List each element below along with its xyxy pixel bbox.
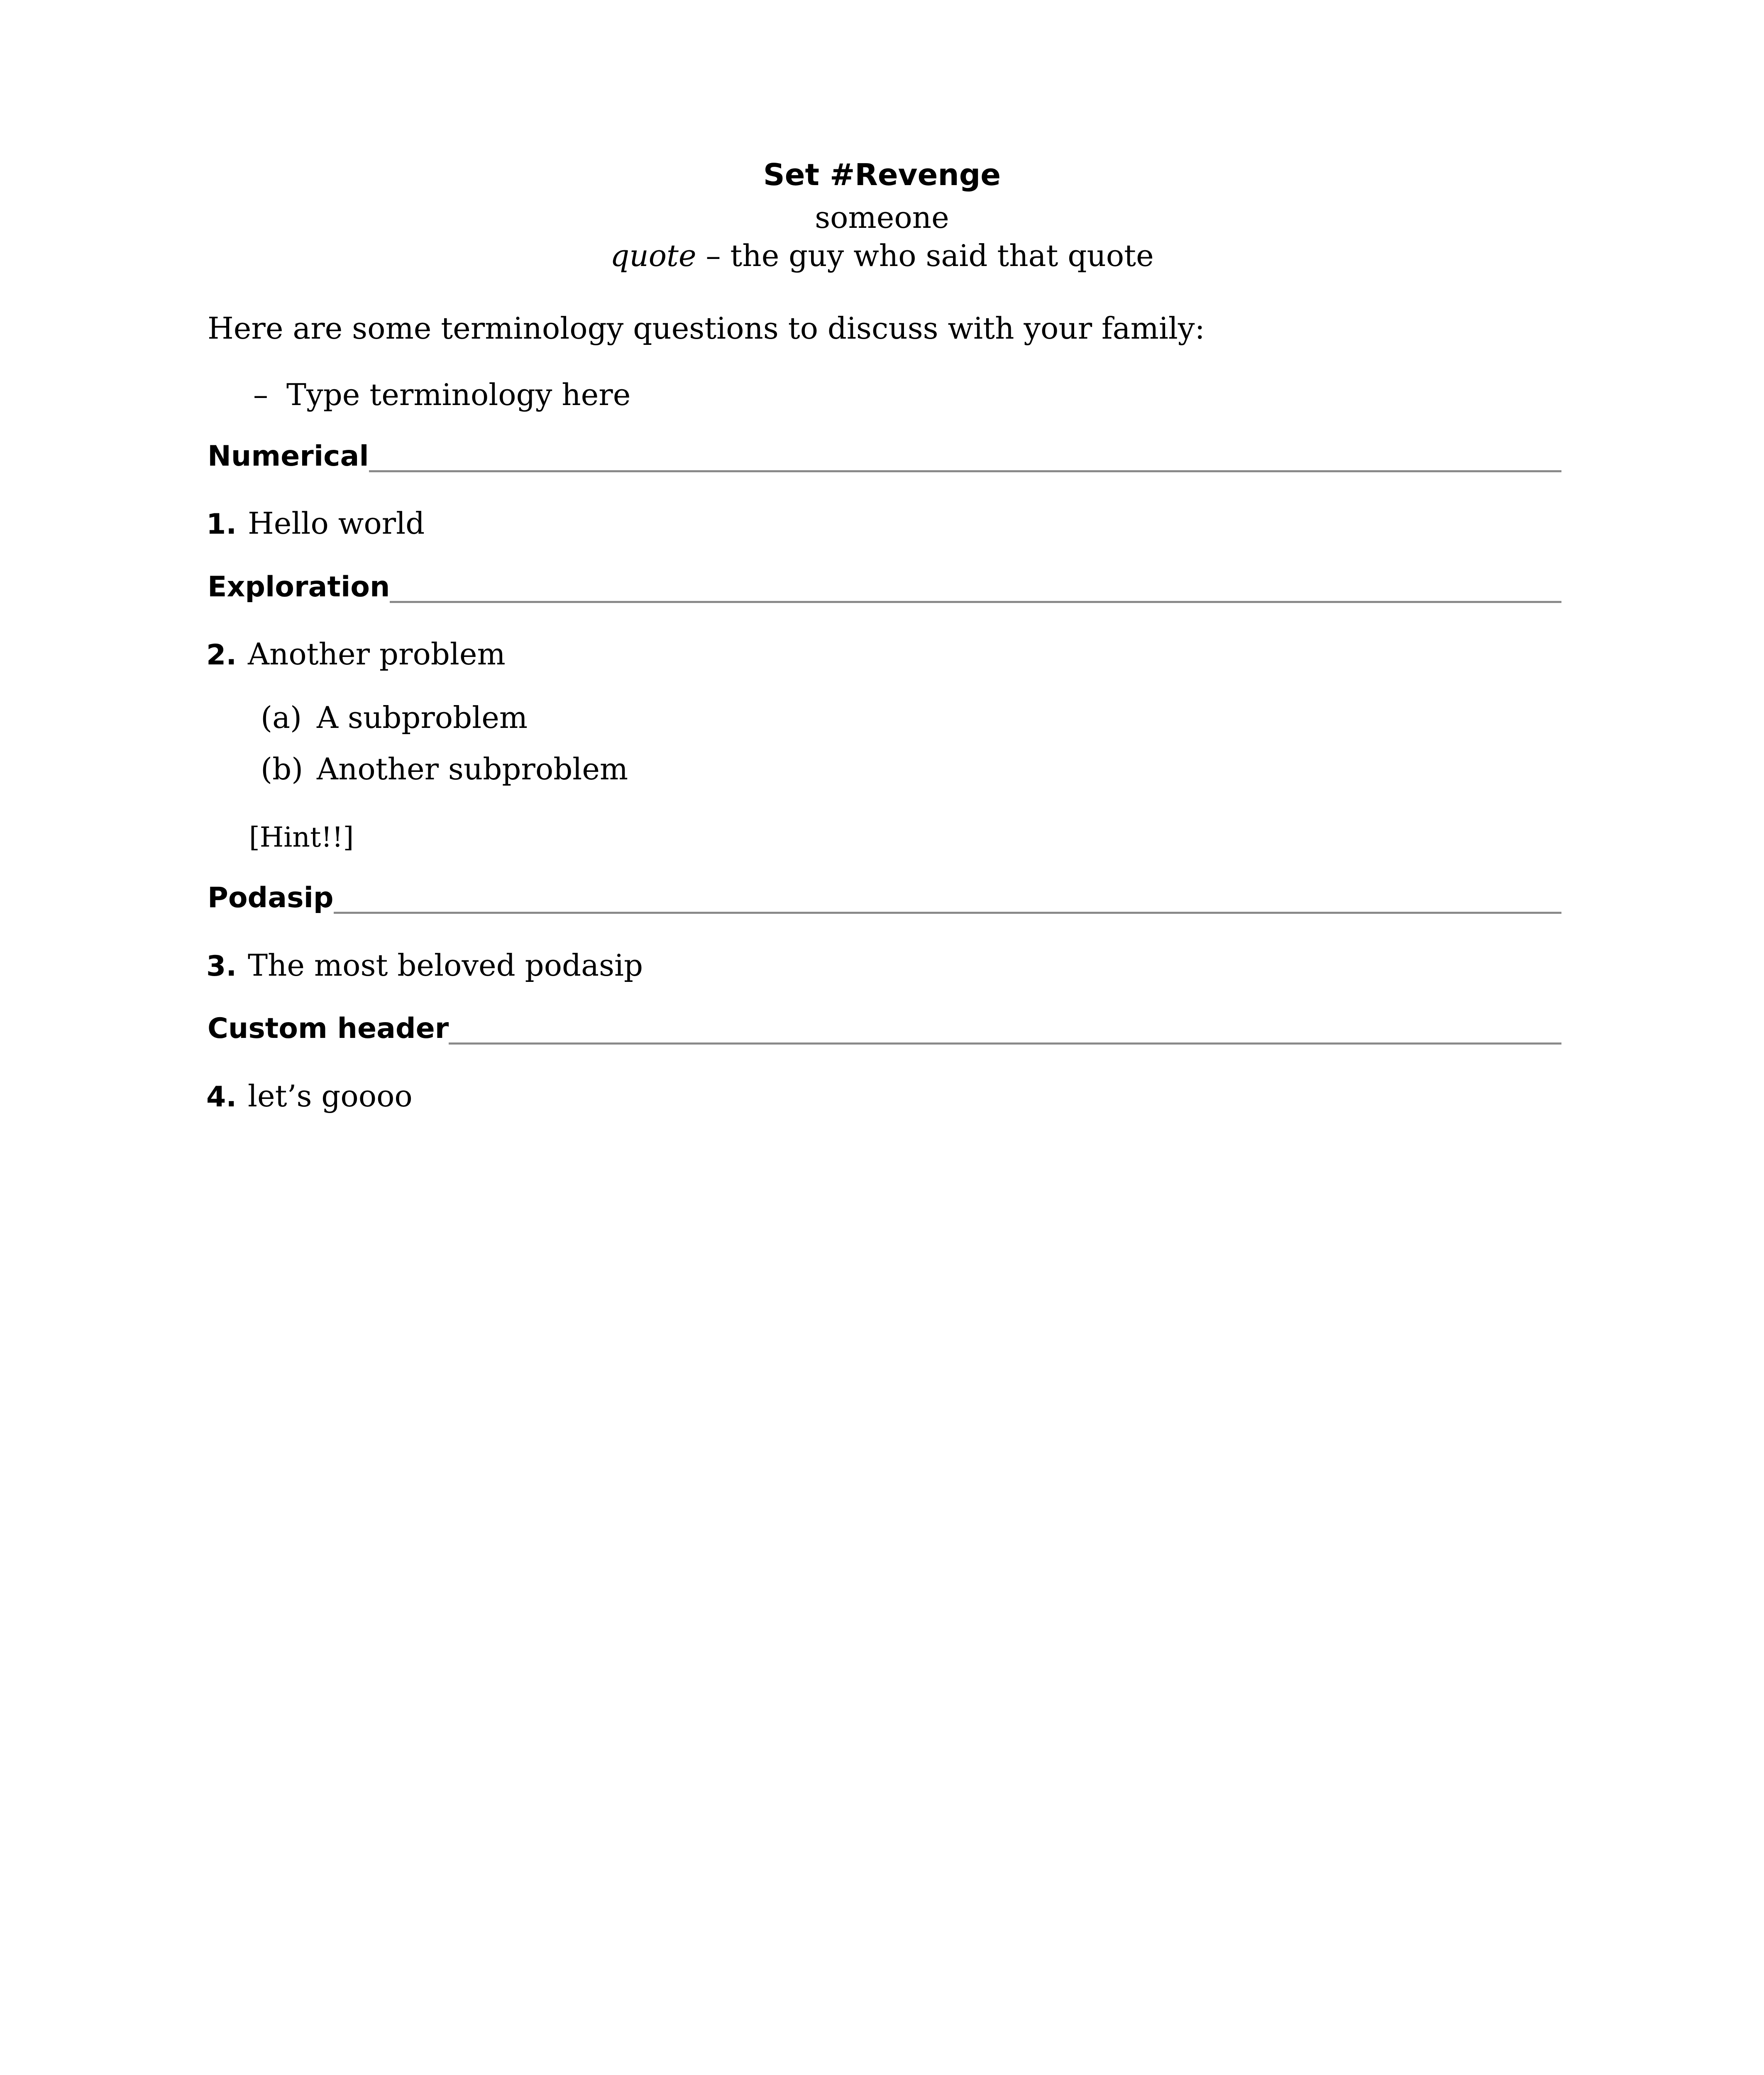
- terminology-item: [253, 377, 631, 412]
- problem-text: The most beloved podasip: [248, 948, 643, 983]
- subproblem-label: (b): [261, 752, 303, 786]
- problem-number: 1.: [206, 508, 237, 541]
- subproblem-a: [261, 700, 528, 735]
- problem-number: 3.: [206, 950, 237, 983]
- problem-4: [206, 1081, 413, 1111]
- subproblem-b: [261, 754, 628, 784]
- problem-text: let’s goooo: [248, 1079, 413, 1113]
- section-header-label: Podasip: [208, 881, 334, 914]
- hint-text: [Hint!!]: [249, 821, 354, 853]
- problem-number: 4.: [206, 1081, 237, 1113]
- problem-1: [206, 508, 425, 539]
- problem-number: 2.: [206, 639, 237, 671]
- subproblem-text: A subproblem: [317, 700, 528, 735]
- problem-2: [206, 639, 506, 669]
- section-header-numerical: [208, 435, 1561, 472]
- problem-3: [206, 950, 643, 981]
- problem-text: Another problem: [248, 637, 506, 671]
- section-rule: [390, 601, 1561, 603]
- section-header-label: Numerical: [208, 440, 369, 473]
- section-header-podasip: [208, 876, 1561, 914]
- author: someone: [815, 200, 949, 235]
- subproblem-text: Another subproblem: [317, 752, 628, 786]
- terminology-text: Type terminology here: [286, 377, 631, 412]
- intro-text: Here are some terminology questions to discuss with your family:: [208, 311, 1205, 346]
- subproblem-label: (a): [261, 700, 302, 735]
- section-header-label: Custom header: [208, 1012, 449, 1045]
- section-rule: [334, 912, 1561, 914]
- problem-text: Hello world: [248, 506, 425, 541]
- section-header-exploration: [208, 566, 1561, 603]
- section-header-label: Exploration: [208, 571, 390, 603]
- epigraph-quote: quote: [610, 238, 696, 273]
- section-rule: [449, 1042, 1561, 1045]
- section-rule: [369, 470, 1561, 472]
- page-title: Set #Revenge: [763, 157, 1001, 192]
- terminology-bullet: –: [253, 377, 268, 412]
- epigraph: [0, 238, 1764, 273]
- section-header-custom: [208, 1007, 1561, 1045]
- epigraph-attribution: – the guy who said that quote: [696, 238, 1154, 273]
